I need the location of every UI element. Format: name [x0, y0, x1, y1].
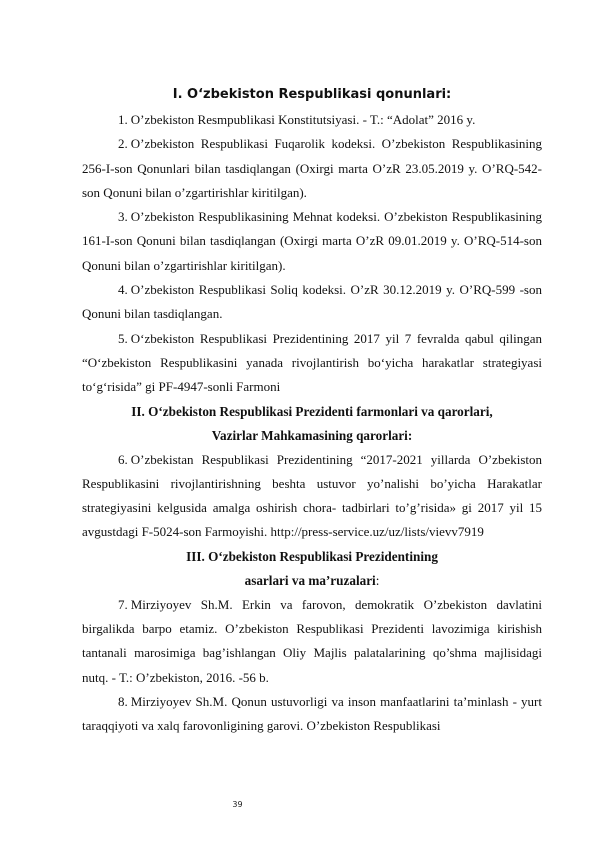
page-content [82, 87, 542, 739]
page-number: 39 [232, 800, 243, 809]
item-number: 5. [118, 330, 128, 346]
item-text: O’zbekiston Resmpublikasi Konstitutsiyasi. - T.: “Adolat” 2016 y. [130, 112, 476, 127]
item-text: O’zbekistan Respublikasi Prezidentining “2017-2021 yillarda O’zbekiston Respublikasini rivojlantirishning beshta ustuvor yo’nalishi bo’yicha Harakatlar strategiyasini kelgusida amalga oshirish chora- tadbirlari to’g’risida» gi 2017 yil 15 avgustdagi F-5024-son Farmoyishi. http://press-service.uz/uz/lists/vievv7919 [82, 451, 542, 540]
item-number: 6. [118, 451, 128, 467]
list-item-4 [82, 278, 542, 327]
item-number: 2. [118, 136, 128, 152]
section-3-heading-line-2 [82, 569, 542, 593]
list-item-1 [82, 108, 542, 132]
item-number: 1. [118, 112, 128, 127]
item-number: 7. [118, 596, 128, 612]
item-text: Mirziyoyev Sh.M. Qonun ustuvorligi va inson manfaatlarini ta’minlash - yurt taraqqiyoti va xalq farovonligining garovi. O’zbekiston Respublikasi [82, 693, 542, 734]
item-number: 8. [118, 693, 128, 709]
list-item-3 [82, 205, 542, 278]
list-item-8 [82, 690, 542, 739]
section-3-heading-text: asarlari va ma’ruzalari [244, 572, 376, 588]
item-text: O’zbekiston Respublikasi Fuqarolik kodeksi. O’zbekiston Respublikasining 256-I-son Qonunlari bilan tasdiqlangan (Oxirgi marta O’zR 23.05.2019 y. O’RQ-542-son Qonuni bilan o’zgartirishlar kiritilgan). [82, 136, 542, 200]
item-text: O‘zbekiston Respublikasi Prezidentining 2017 yil 7 fevralda qabul qilingan “O‘zbekiston Respublikasini yanada rivojlantirish bo‘yicha harakatlar strategiyasi to‘g‘risida” gi PF-4947-sonli Farmoni [82, 330, 542, 395]
item-text: Mirziyoyev Sh.M. Erkin va farovon, demokratik O’zbekiston davlatini birgalikda barpo etamiz. O’zbekiston Respublikasi Prezidenti lavozimiga kirishish tantanali marosimiga bag’ishlangan Oliy Majlis palatalarining qo’shma majlisidagi nutq. - T.: O’zbekiston, 2016. -56 b. [82, 596, 542, 685]
list-item-6 [82, 448, 542, 545]
section-2-heading-line-1: II. O‘zbekiston Respublikasi Prezidenti farmonlari va qarorlari, [131, 403, 493, 419]
item-number: 3. [118, 209, 128, 225]
item-text: O’zbekiston Respublikasining Mehnat kodeksi. O’zbekiston Respublikasining 161-I-son Qonuni bilan tasdiqlangan (Oxirgi marta O’zR 09.01.2019 y. O’RQ-514-son Qonuni bilan o’zgartirishlar kiritilgan). [82, 209, 542, 273]
list-item-7 [82, 593, 542, 690]
item-number: 4. [118, 282, 128, 298]
section-3-heading-colon: : [375, 572, 380, 588]
list-item-2 [82, 132, 542, 205]
section-1-heading: I. O‘zbekiston Respublikasi qonunlari: [172, 87, 452, 102]
list-item-5 [82, 327, 542, 400]
section-3-heading-line-1: III. O‘zbekiston Respublikasi Prezidentining [186, 548, 438, 564]
item-text: O’zbekiston Respublikasi Soliq kodeksi. O’zR 30.12.2019 y. O’RQ-599 -son Qonuni bilan tasdiqlangan. [82, 282, 542, 322]
section-2-heading-line-2: Vazirlar Mahkamasining qarorlari: [211, 427, 413, 443]
